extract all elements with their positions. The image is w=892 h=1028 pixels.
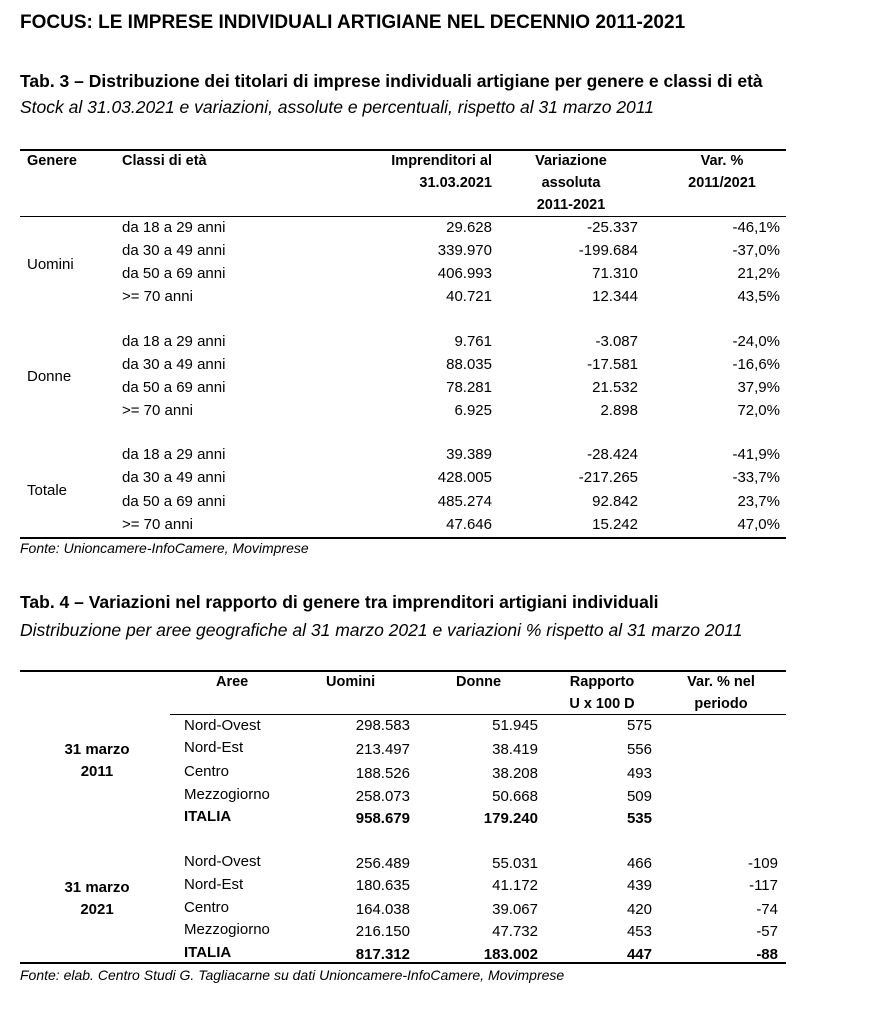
tab3-cell-imprenditori: 428.005 xyxy=(437,469,492,486)
tab3-cell-var-perc: -46,1% xyxy=(732,219,780,236)
tab3-cell-var-perc: -37,0% xyxy=(732,242,780,259)
tab4-cell-donne: 38.208 xyxy=(492,765,538,782)
tab3-subtitle: Stock al 31.03.2021 e variazioni, assolute e percentuali, rispetto al 31 marzo 2011 xyxy=(20,97,654,117)
tab4-subtitle: Distribuzione per aree geografiche al 31 marzo 2021 e variazioni % rispetto al 31 marzo 2011 xyxy=(20,620,743,640)
tab4-cell-area: ITALIA xyxy=(184,808,232,825)
tab4-cell-donne: 183.002 xyxy=(483,946,538,963)
tab3-cell-var-ass: -3.087 xyxy=(595,333,638,350)
tab3-cell-classe: da 30 a 49 anni xyxy=(122,356,226,373)
tab3-cell-classe: da 30 a 49 anni xyxy=(122,469,226,486)
tab3-cell-classe: da 50 a 69 anni xyxy=(122,379,226,396)
tab4-cell-rapporto: 466 xyxy=(626,855,652,872)
tab3-cell-classe: da 50 a 69 anni xyxy=(122,493,226,510)
tab4-cell-uomini: 180.635 xyxy=(355,877,410,894)
tab4-cell-uomini: 164.038 xyxy=(355,901,410,918)
tab4-cell-area: Mezzogiorno xyxy=(184,921,270,938)
tab3-header-genere: Genere xyxy=(27,153,77,169)
tab3-cell-var-ass: 2.898 xyxy=(600,402,638,419)
tab3-cell-var-perc: -24,0% xyxy=(732,333,780,350)
tab4-title: Tab. 4 – Variazioni nel rapporto di genere tra imprenditori artigiani individuali xyxy=(20,592,659,612)
tab3-group-label: Donne xyxy=(27,368,72,385)
tab4-cell-donne: 38.419 xyxy=(492,741,538,758)
tab3-cell-imprenditori: 39.389 xyxy=(446,446,492,463)
tab4-cell-var: -109 xyxy=(747,855,778,872)
tab3-cell-imprenditori: 78.281 xyxy=(446,379,492,396)
tab4-cell-rapporto: 556 xyxy=(626,741,652,758)
tab4-cell-var: -74 xyxy=(756,901,778,918)
tab4-cell-area: Centro xyxy=(184,763,230,780)
tab4-header-uomini: Uomini xyxy=(326,674,376,690)
tab3-cell-var-perc: 37,9% xyxy=(737,379,780,396)
tab3-cell-imprenditori: 339.970 xyxy=(437,242,492,259)
tab3-bottom-rule xyxy=(20,537,786,539)
tab3-cell-var-perc: -41,9% xyxy=(732,446,780,463)
tab3-cell-var-ass: 12.344 xyxy=(592,288,638,305)
tab4-header-rapporto: Rapporto U x 100 D xyxy=(569,674,635,712)
tab3-cell-var-ass: -28.424 xyxy=(587,446,638,463)
tab3-cell-classe: da 50 a 69 anni xyxy=(122,265,226,282)
tab3-cell-imprenditori: 485.274 xyxy=(437,493,492,510)
tab4-cell-rapporto: 509 xyxy=(626,788,652,805)
tab3-cell-classe: da 18 a 29 anni xyxy=(122,219,226,236)
tab3-cell-classe: da 30 a 49 anni xyxy=(122,242,226,259)
tab3-cell-var-ass: -25.337 xyxy=(587,219,638,236)
tab3-cell-classe: da 18 a 29 anni xyxy=(122,446,226,463)
tab4-cell-rapporto: 453 xyxy=(626,923,652,940)
tab4-cell-uomini: 258.073 xyxy=(355,788,410,805)
tab4-cell-var: -57 xyxy=(756,923,778,940)
tab4-cell-rapporto: 420 xyxy=(626,901,652,918)
tab4-header-donne: Donne xyxy=(456,674,502,690)
tab3-cell-var-perc: 47,0% xyxy=(737,516,780,533)
tab3-header-imprenditori: Imprenditori al 31.03.2021 xyxy=(391,153,492,191)
tab3-cell-imprenditori: 29.628 xyxy=(446,219,492,236)
tab3-cell-imprenditori: 88.035 xyxy=(446,356,492,373)
tab3-cell-var-perc: 43,5% xyxy=(737,288,780,305)
tab4-cell-uomini: 213.497 xyxy=(355,741,410,758)
tab3-group-label: Totale xyxy=(27,482,68,499)
tab4-cell-donne: 41.172 xyxy=(492,877,538,894)
tab4-cell-uomini: 298.583 xyxy=(355,717,410,734)
tab4-group-label: 31 marzo 2011 xyxy=(64,741,130,780)
tab3-header-rule xyxy=(20,216,786,217)
tab3-cell-var-ass: 92.842 xyxy=(592,493,638,510)
tab4-cell-area: Nord-Ovest xyxy=(184,853,261,870)
tab3-cell-var-ass: -17.581 xyxy=(587,356,638,373)
tab3-cell-imprenditori: 47.646 xyxy=(446,516,492,533)
tab4-cell-area: ITALIA xyxy=(184,944,232,961)
tab3-header-variazione: Variazione assoluta 2011-2021 xyxy=(535,153,607,213)
tab3-cell-imprenditori: 40.721 xyxy=(446,288,492,305)
tab3-cell-classe: da 18 a 29 anni xyxy=(122,333,226,350)
tab3-cell-var-perc: 23,7% xyxy=(737,493,780,510)
tab4-source: Fonte: elab. Centro Studi G. Tagliacarne su dati Unioncamere-InfoCamere, Movimprese xyxy=(20,967,565,983)
tab3-group-label: Uomini xyxy=(27,256,74,273)
tab3-header-var-perc: Var. % 2011/2021 xyxy=(688,153,756,191)
tab3-cell-var-perc: -16,6% xyxy=(732,356,780,373)
tab3-cell-var-ass: -199.684 xyxy=(578,242,638,259)
tab4-cell-rapporto: 447 xyxy=(626,946,652,963)
tab4-header-rule xyxy=(170,714,786,715)
tab4-cell-area: Nord-Est xyxy=(184,876,244,893)
tab3-cell-classe: >= 70 anni xyxy=(122,402,193,419)
tab3-source: Fonte: Unioncamere-InfoCamere, Movimprese xyxy=(20,540,309,556)
tab3-cell-var-ass: -217.265 xyxy=(578,469,638,486)
tab4-bottom-rule xyxy=(20,962,786,964)
tab4-cell-uomini: 256.489 xyxy=(355,855,410,872)
tab4-cell-rapporto: 535 xyxy=(626,810,652,827)
tab4-cell-var: -88 xyxy=(756,946,778,963)
tab4-cell-area: Nord-Est xyxy=(184,739,244,756)
tab3-cell-var-ass: 15.242 xyxy=(592,516,638,533)
tab4-header-var: Var. % nel periodo xyxy=(687,674,755,712)
tab3-cell-classe: >= 70 anni xyxy=(122,288,193,305)
tab4-cell-area: Mezzogiorno xyxy=(184,786,270,803)
tab3-cell-var-perc: 72,0% xyxy=(737,402,780,419)
tab3-cell-imprenditori: 406.993 xyxy=(437,265,492,282)
tab3-cell-var-perc: -33,7% xyxy=(732,469,780,486)
tab3-title: Tab. 3 – Distribuzione dei titolari di imprese individuali artigiane per genere e classi di età xyxy=(20,71,763,91)
tab3-cell-var-ass: 71.310 xyxy=(592,265,638,282)
tab4-cell-var: -117 xyxy=(749,877,778,894)
tab3-header-classi: Classi di età xyxy=(122,153,207,169)
tab3-cell-var-ass: 21.532 xyxy=(592,379,638,396)
tab4-cell-uomini: 188.526 xyxy=(355,765,410,782)
tab3-cell-imprenditori: 6.925 xyxy=(454,402,492,419)
tab4-cell-donne: 39.067 xyxy=(492,901,538,918)
tab4-cell-rapporto: 575 xyxy=(626,717,652,734)
tab4-header-aree: Aree xyxy=(216,674,249,690)
tab4-cell-donne: 47.732 xyxy=(492,923,538,940)
tab4-cell-area: Centro xyxy=(184,899,230,916)
tab4-cell-donne: 55.031 xyxy=(492,855,538,872)
tab3-cell-imprenditori: 9.761 xyxy=(454,333,492,350)
tab4-cell-uomini: 216.150 xyxy=(355,923,410,940)
tab4-cell-donne: 50.668 xyxy=(492,788,538,805)
tab3-cell-var-perc: 21,2% xyxy=(737,265,780,282)
tab4-cell-rapporto: 439 xyxy=(626,877,652,894)
page-title: FOCUS: LE IMPRESE INDIVIDUALI ARTIGIANE NEL DECENNIO 2011-2021 xyxy=(20,12,686,33)
tab4-cell-uomini: 817.312 xyxy=(355,946,410,963)
tab4-cell-uomini: 958.679 xyxy=(355,810,410,827)
tab3-cell-classe: >= 70 anni xyxy=(122,516,193,533)
tab4-cell-rapporto: 493 xyxy=(626,765,652,782)
tab4-cell-donne: 51.945 xyxy=(492,717,538,734)
tab4-group-label: 31 marzo 2021 xyxy=(64,879,130,918)
tab4-cell-area: Nord-Ovest xyxy=(184,717,261,734)
tab4-cell-donne: 179.240 xyxy=(483,810,538,827)
